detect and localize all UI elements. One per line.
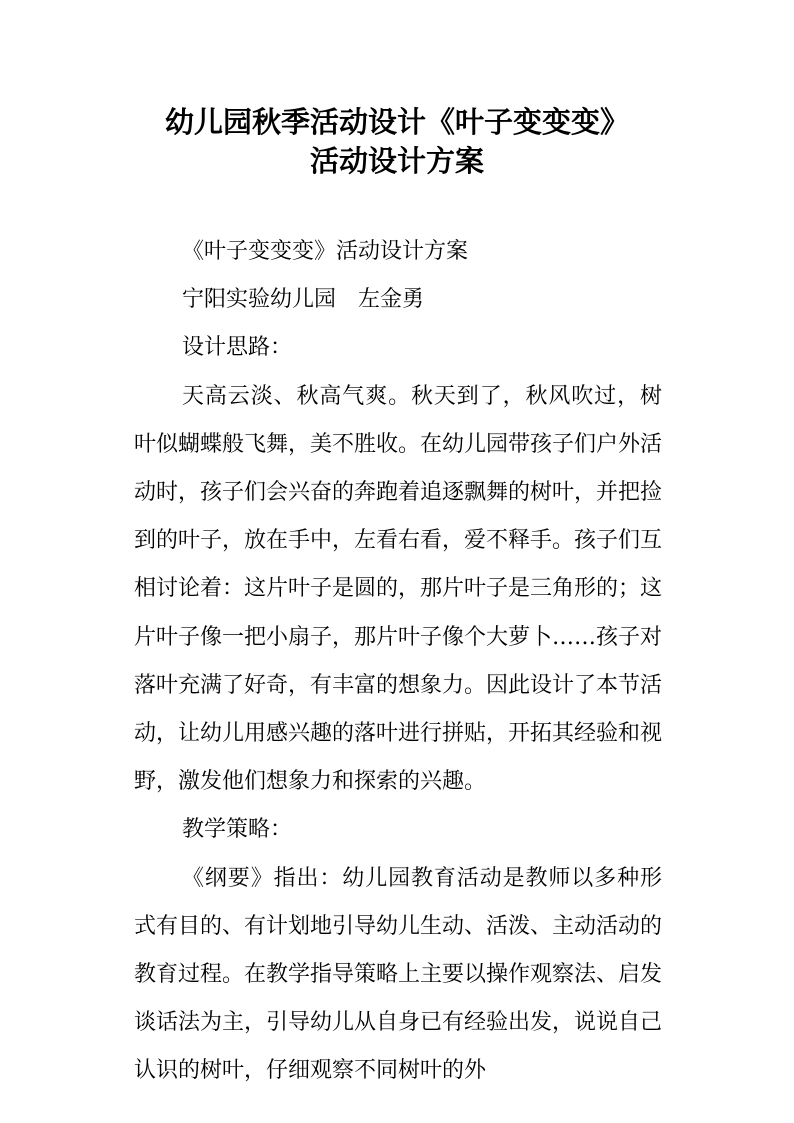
section-heading-teaching-strategy: 教学策略： (182, 817, 293, 843)
subtitle-paragraph: 《叶子变变变》活动设计方案 (182, 239, 469, 264)
author-paragraph: 宁阳实验幼儿园 左金勇 (182, 287, 425, 313)
design-idea-paragraph: 天高云淡、秋高气爽。秋天到了，秋风吹过，树叶似蝴蝶般飞舞，美不胜收。在幼儿园带孩子们户外活动时，孩子们会兴奋的奔跑着追逐飘舞的树叶，并把捡到的叶子，放在手中，左看右看，爱不释手。孩子们互相讨论着：这片叶子是圆的，那片叶子是三角形的；这片叶子像一把小扇子，那片叶子像个大萝卜……孩子对落叶充满了好奇，有丰富的想象力。因此设计了本节活动，让幼儿用感兴趣的落叶进行拼贴，开拓其经验和视野，激发他们想象力和探索的兴趣。 (134, 383, 663, 795)
section-heading-design-idea: 设计思路： (182, 335, 293, 361)
document-body (134, 228, 662, 1096)
document-title-line-1: 幼儿园秋季活动设计《叶子变变变》 (164, 105, 629, 139)
teaching-strategy-paragraph: 《纲要》指出：幼儿园教育活动是教师以多种形式有目的、有计划地引导幼儿生动、活泼、主动活动的教育过程。在教学指导策略上主要以操作观察法、启发谈话法为主，引导幼儿从自身已有经验出发，说说自己认识的树叶，仔细观察不同树叶的外 (134, 865, 663, 1084)
document-title-line-2: 活动设计方案 (309, 144, 484, 178)
